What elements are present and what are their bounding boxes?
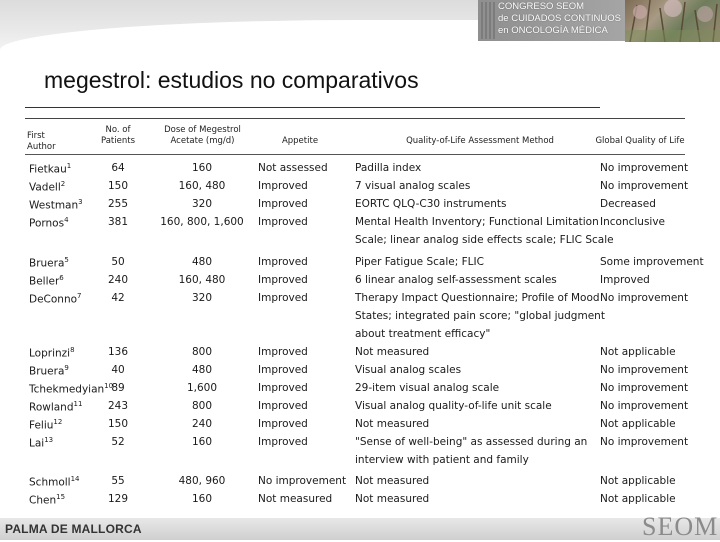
- table-row: [25, 162, 689, 178]
- global-quality-cell: No improvement: [600, 180, 689, 192]
- global-quality-cell: Improved: [600, 274, 650, 286]
- method-cell: 7 visual analog scales: [355, 180, 471, 192]
- appetite-cell: Improved: [258, 364, 308, 376]
- appetite-cell: Improved: [258, 274, 308, 286]
- patients-cell: 255: [107, 198, 129, 210]
- author-cell: Bruera$^5$: [29, 256, 69, 270]
- patients-cell: 55: [111, 475, 125, 487]
- header-global: Global Quality of Life: [595, 136, 685, 146]
- author-cell: Rowland$^{11}$: [29, 400, 83, 414]
- appetite-cell: Improved: [258, 256, 308, 268]
- table-row: [25, 454, 685, 470]
- global-quality-cell: Not applicable: [600, 346, 676, 358]
- slide-title: megestrol: estudios no comparativos: [44, 67, 419, 93]
- reference-number: 8: [70, 346, 75, 354]
- reference-number: 5: [64, 256, 69, 264]
- method-cell: Scale; linear analog side effects scale; FLIC Scale: [355, 234, 614, 246]
- reference-number: 12: [53, 418, 63, 426]
- author-cell: Pornos$^4$: [29, 216, 69, 230]
- patients-cell: 150: [107, 418, 129, 430]
- dose-cell: 160, 480: [178, 274, 226, 286]
- method-cell: Padilla index: [355, 162, 422, 174]
- table-row: [25, 493, 685, 509]
- patients-cell: 381: [107, 216, 129, 228]
- global-quality-cell: Not applicable: [600, 418, 676, 430]
- reference-number: 11: [73, 400, 83, 408]
- method-cell: EORTC QLQ-C30 instruments: [355, 198, 507, 210]
- congress-line: en ONCOLOGÍA MÉDICA: [498, 25, 608, 36]
- dose-cell: 160: [191, 436, 213, 448]
- congress-line: de CUIDADOS CONTINUOS: [498, 13, 621, 24]
- global-quality-cell: Inconclusive: [600, 216, 666, 228]
- reference-number: 10: [104, 382, 114, 390]
- global-quality-cell: Decreased: [600, 198, 656, 210]
- method-cell: Not measured: [355, 475, 430, 487]
- dose-cell: 480: [191, 256, 213, 268]
- global-quality-cell: No improvement: [600, 364, 689, 376]
- header-divider: [25, 154, 685, 155]
- method-cell: 6 linear analog self-assessment scales: [355, 274, 557, 286]
- table-row: [25, 364, 689, 380]
- appetite-cell: Not assessed: [258, 162, 328, 174]
- dose-cell: 1,600: [186, 382, 218, 394]
- reference-number: 14: [70, 475, 80, 483]
- method-cell: Not measured: [355, 493, 430, 505]
- appetite-cell: Improved: [258, 198, 308, 210]
- dose-cell: 800: [191, 346, 213, 358]
- author-cell: Tchekmedyian$^{10}$: [29, 382, 114, 396]
- method-cell: Therapy Impact Questionnaire; Profile of Mood: [355, 292, 600, 304]
- patients-cell: 150: [107, 180, 129, 192]
- patients-cell: 42: [111, 292, 125, 304]
- appetite-cell: Improved: [258, 180, 308, 192]
- patients-cell: 52: [111, 436, 125, 448]
- reference-number: 4: [64, 216, 69, 224]
- reference-number: 7: [77, 292, 82, 300]
- table-row: [25, 346, 685, 362]
- header-appetite: Appetite: [281, 136, 319, 146]
- author-cell: Vadell$^2$: [29, 180, 66, 194]
- author-cell: Schmoll$^{14}$: [29, 475, 80, 489]
- table-row: [25, 234, 685, 250]
- global-quality-cell: Some improvement: [600, 256, 704, 268]
- author-cell: Westman$^3$: [29, 198, 83, 212]
- author-cell: DeConno$^7$: [29, 292, 82, 306]
- header-first-author: First Author: [27, 131, 56, 152]
- author-cell: Loprinzi$^8$: [29, 346, 75, 360]
- table-row: [25, 475, 685, 491]
- global-quality-cell: No improvement: [600, 292, 689, 304]
- dose-cell: 800: [191, 400, 213, 412]
- method-cell: Visual analog quality-of-life unit scale: [355, 400, 552, 412]
- method-cell: "Sense of well-being" as assessed during an: [355, 436, 588, 448]
- dose-cell: 240: [191, 418, 213, 430]
- table-row: [25, 198, 685, 214]
- patients-cell: 64: [111, 162, 125, 174]
- global-quality-cell: No improvement: [600, 436, 689, 448]
- appetite-cell: Improved: [258, 346, 308, 358]
- author-cell: Fietkau$^1$: [29, 162, 72, 176]
- dose-cell: 160, 800, 1,600: [160, 216, 244, 228]
- table-row: [25, 256, 704, 272]
- table-row: [25, 292, 689, 308]
- header-patients: No. of Patients: [100, 125, 136, 146]
- global-quality-cell: Not applicable: [600, 475, 676, 487]
- table-row: [25, 328, 685, 344]
- dose-cell: 160: [191, 493, 213, 505]
- author-cell: Chen$^{15}$: [29, 493, 66, 507]
- global-quality-cell: Not applicable: [600, 493, 676, 505]
- reference-number: 2: [60, 180, 66, 188]
- patients-cell: 240: [107, 274, 129, 286]
- congress-logo-icon: [481, 2, 495, 39]
- table-row: [25, 436, 689, 452]
- appetite-cell: Improved: [258, 216, 308, 228]
- table-row: [25, 382, 689, 398]
- author-cell: Bruera$^9$: [29, 364, 69, 378]
- header-photo: [625, 0, 720, 42]
- appetite-cell: Improved: [258, 292, 308, 304]
- method-cell: interview with patient and family: [355, 454, 529, 466]
- results-table: [25, 118, 704, 513]
- dose-cell: 160, 480: [178, 180, 226, 192]
- patients-cell: 129: [107, 493, 129, 505]
- title-divider: [25, 107, 600, 108]
- global-quality-cell: No improvement: [600, 162, 689, 174]
- method-cell: Not measured: [355, 418, 430, 430]
- patients-cell: 40: [111, 364, 125, 376]
- method-cell: States; integrated pain score; "global judgment: [355, 310, 605, 322]
- global-quality-cell: No improvement: [600, 400, 689, 412]
- appetite-cell: Not measured: [258, 493, 333, 505]
- dose-cell: 480: [191, 364, 213, 376]
- table-row: [25, 418, 685, 434]
- congress-title: [498, 1, 623, 37]
- header-dose: Dose of Megestrol Acetate (mg/d): [164, 125, 241, 146]
- method-cell: about treatment efficacy": [355, 328, 491, 340]
- appetite-cell: Improved: [258, 436, 308, 448]
- reference-number: 3: [78, 198, 83, 206]
- header-method: Quality-of-Life Assessment Method: [406, 136, 554, 146]
- author-cell: Beller$^6$: [29, 274, 64, 288]
- dose-cell: 320: [191, 292, 213, 304]
- footer-location: PALMA DE MALLORCA: [5, 522, 142, 536]
- dose-cell: 320: [191, 198, 213, 210]
- method-cell: Visual analog scales: [355, 364, 462, 376]
- patients-cell: 50: [111, 256, 125, 268]
- author-cell: Feliu$^{12}$: [29, 418, 63, 432]
- method-cell: Piper Fatigue Scale; FLIC: [355, 256, 484, 268]
- patients-cell: 243: [107, 400, 129, 412]
- appetite-cell: No improvement: [258, 475, 347, 487]
- appetite-cell: Improved: [258, 400, 308, 412]
- patients-cell: 89: [111, 382, 125, 394]
- dose-cell: 480, 960: [178, 475, 226, 487]
- table-row: [25, 180, 689, 196]
- method-cell: Mental Health Inventory; Functional Limitation: [355, 216, 599, 228]
- method-cell: Not measured: [355, 346, 430, 358]
- method-cell: 29-item visual analog scale: [355, 382, 500, 394]
- appetite-cell: Improved: [258, 418, 308, 430]
- reference-number: 6: [59, 274, 64, 282]
- reference-number: 13: [44, 436, 54, 444]
- seom-logo: SEOM: [642, 512, 719, 541]
- congress-line: CONGRESO SEOM: [498, 1, 585, 12]
- dose-cell: 160: [191, 162, 213, 174]
- patients-cell: 136: [107, 346, 129, 358]
- table-row: [25, 216, 685, 232]
- reference-number: 9: [64, 364, 69, 372]
- reference-number: 15: [56, 493, 66, 501]
- reference-number: 1: [66, 162, 72, 170]
- table-row: [25, 310, 685, 326]
- table-row: [25, 274, 685, 290]
- global-quality-cell: No improvement: [600, 382, 689, 394]
- appetite-cell: Improved: [258, 382, 308, 394]
- author-cell: Lai$^{13}$: [29, 436, 54, 450]
- table-row: [25, 400, 689, 416]
